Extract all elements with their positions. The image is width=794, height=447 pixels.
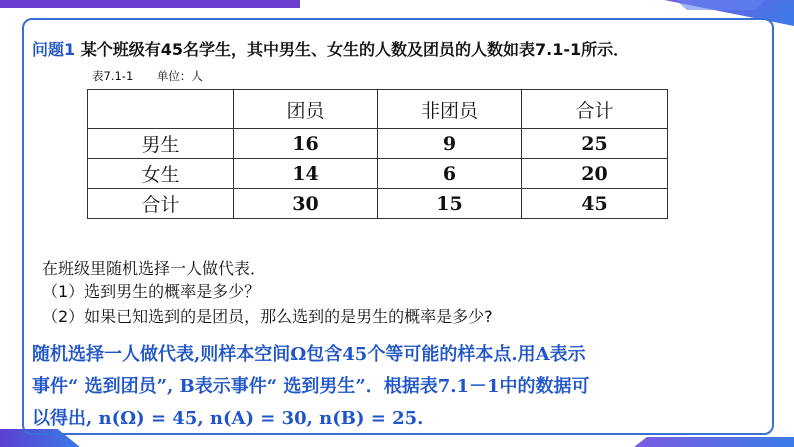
table-cell: 25 (522, 129, 668, 159)
top-right-decor-stripe (676, 0, 766, 10)
answer-line-1: 随机选择一人做代表,则样本空间Ω包含45个等可能的样本点.用A表示 (32, 344, 586, 365)
question-intro: 在班级里随机选择一人做代表． (42, 259, 267, 278)
table-cell: 6 (378, 159, 522, 189)
table-cell: 14 (234, 159, 378, 189)
table-id: 表7.1-1 (92, 69, 134, 83)
question-2: （2）如果已知选到的是团员，那么选到的是男生的概率是多少? (42, 307, 493, 326)
table-cell: 45 (522, 189, 668, 219)
table-cell: 20 (522, 159, 668, 189)
table-row (88, 159, 668, 189)
problem-text: 某个班级有45名学生，其中男生、女生的人数及团员的人数如表7.1-1所示． (80, 40, 630, 59)
table-row (88, 129, 668, 159)
row-label: 女生 (88, 159, 234, 189)
header-cell-league-member: 团员 (234, 90, 378, 129)
problem-statement (32, 37, 772, 60)
question-1: （1）选到男生的概率是多少？ (42, 282, 261, 301)
header-cell-empty (88, 90, 234, 129)
header-cell-non-member: 非团员 (378, 90, 522, 129)
bottom-right-decor (634, 437, 794, 447)
table-unit: 单位：人 (156, 69, 203, 83)
answer-line-2: 事件“ 选到团员”, B表示事件“ 选到男生”．根据表7.1－1中的数据可 (32, 376, 590, 397)
row-label: 合计 (88, 189, 234, 219)
data-table (87, 89, 668, 219)
row-label: 男生 (88, 129, 234, 159)
problem-label: 问题1 (32, 40, 76, 59)
top-left-decor-bar (0, 0, 300, 8)
table-cell: 15 (378, 189, 522, 219)
table-cell: 9 (378, 129, 522, 159)
table-caption (92, 68, 203, 84)
table-header-row (88, 90, 668, 129)
table-cell: 30 (234, 189, 378, 219)
table-cell: 16 (234, 129, 378, 159)
table-row (88, 189, 668, 219)
header-cell-total: 合计 (522, 90, 668, 129)
answer-line-3: 以得出, n(Ω) = 45, n(A) = 30, n(B) = 25. (32, 408, 424, 429)
